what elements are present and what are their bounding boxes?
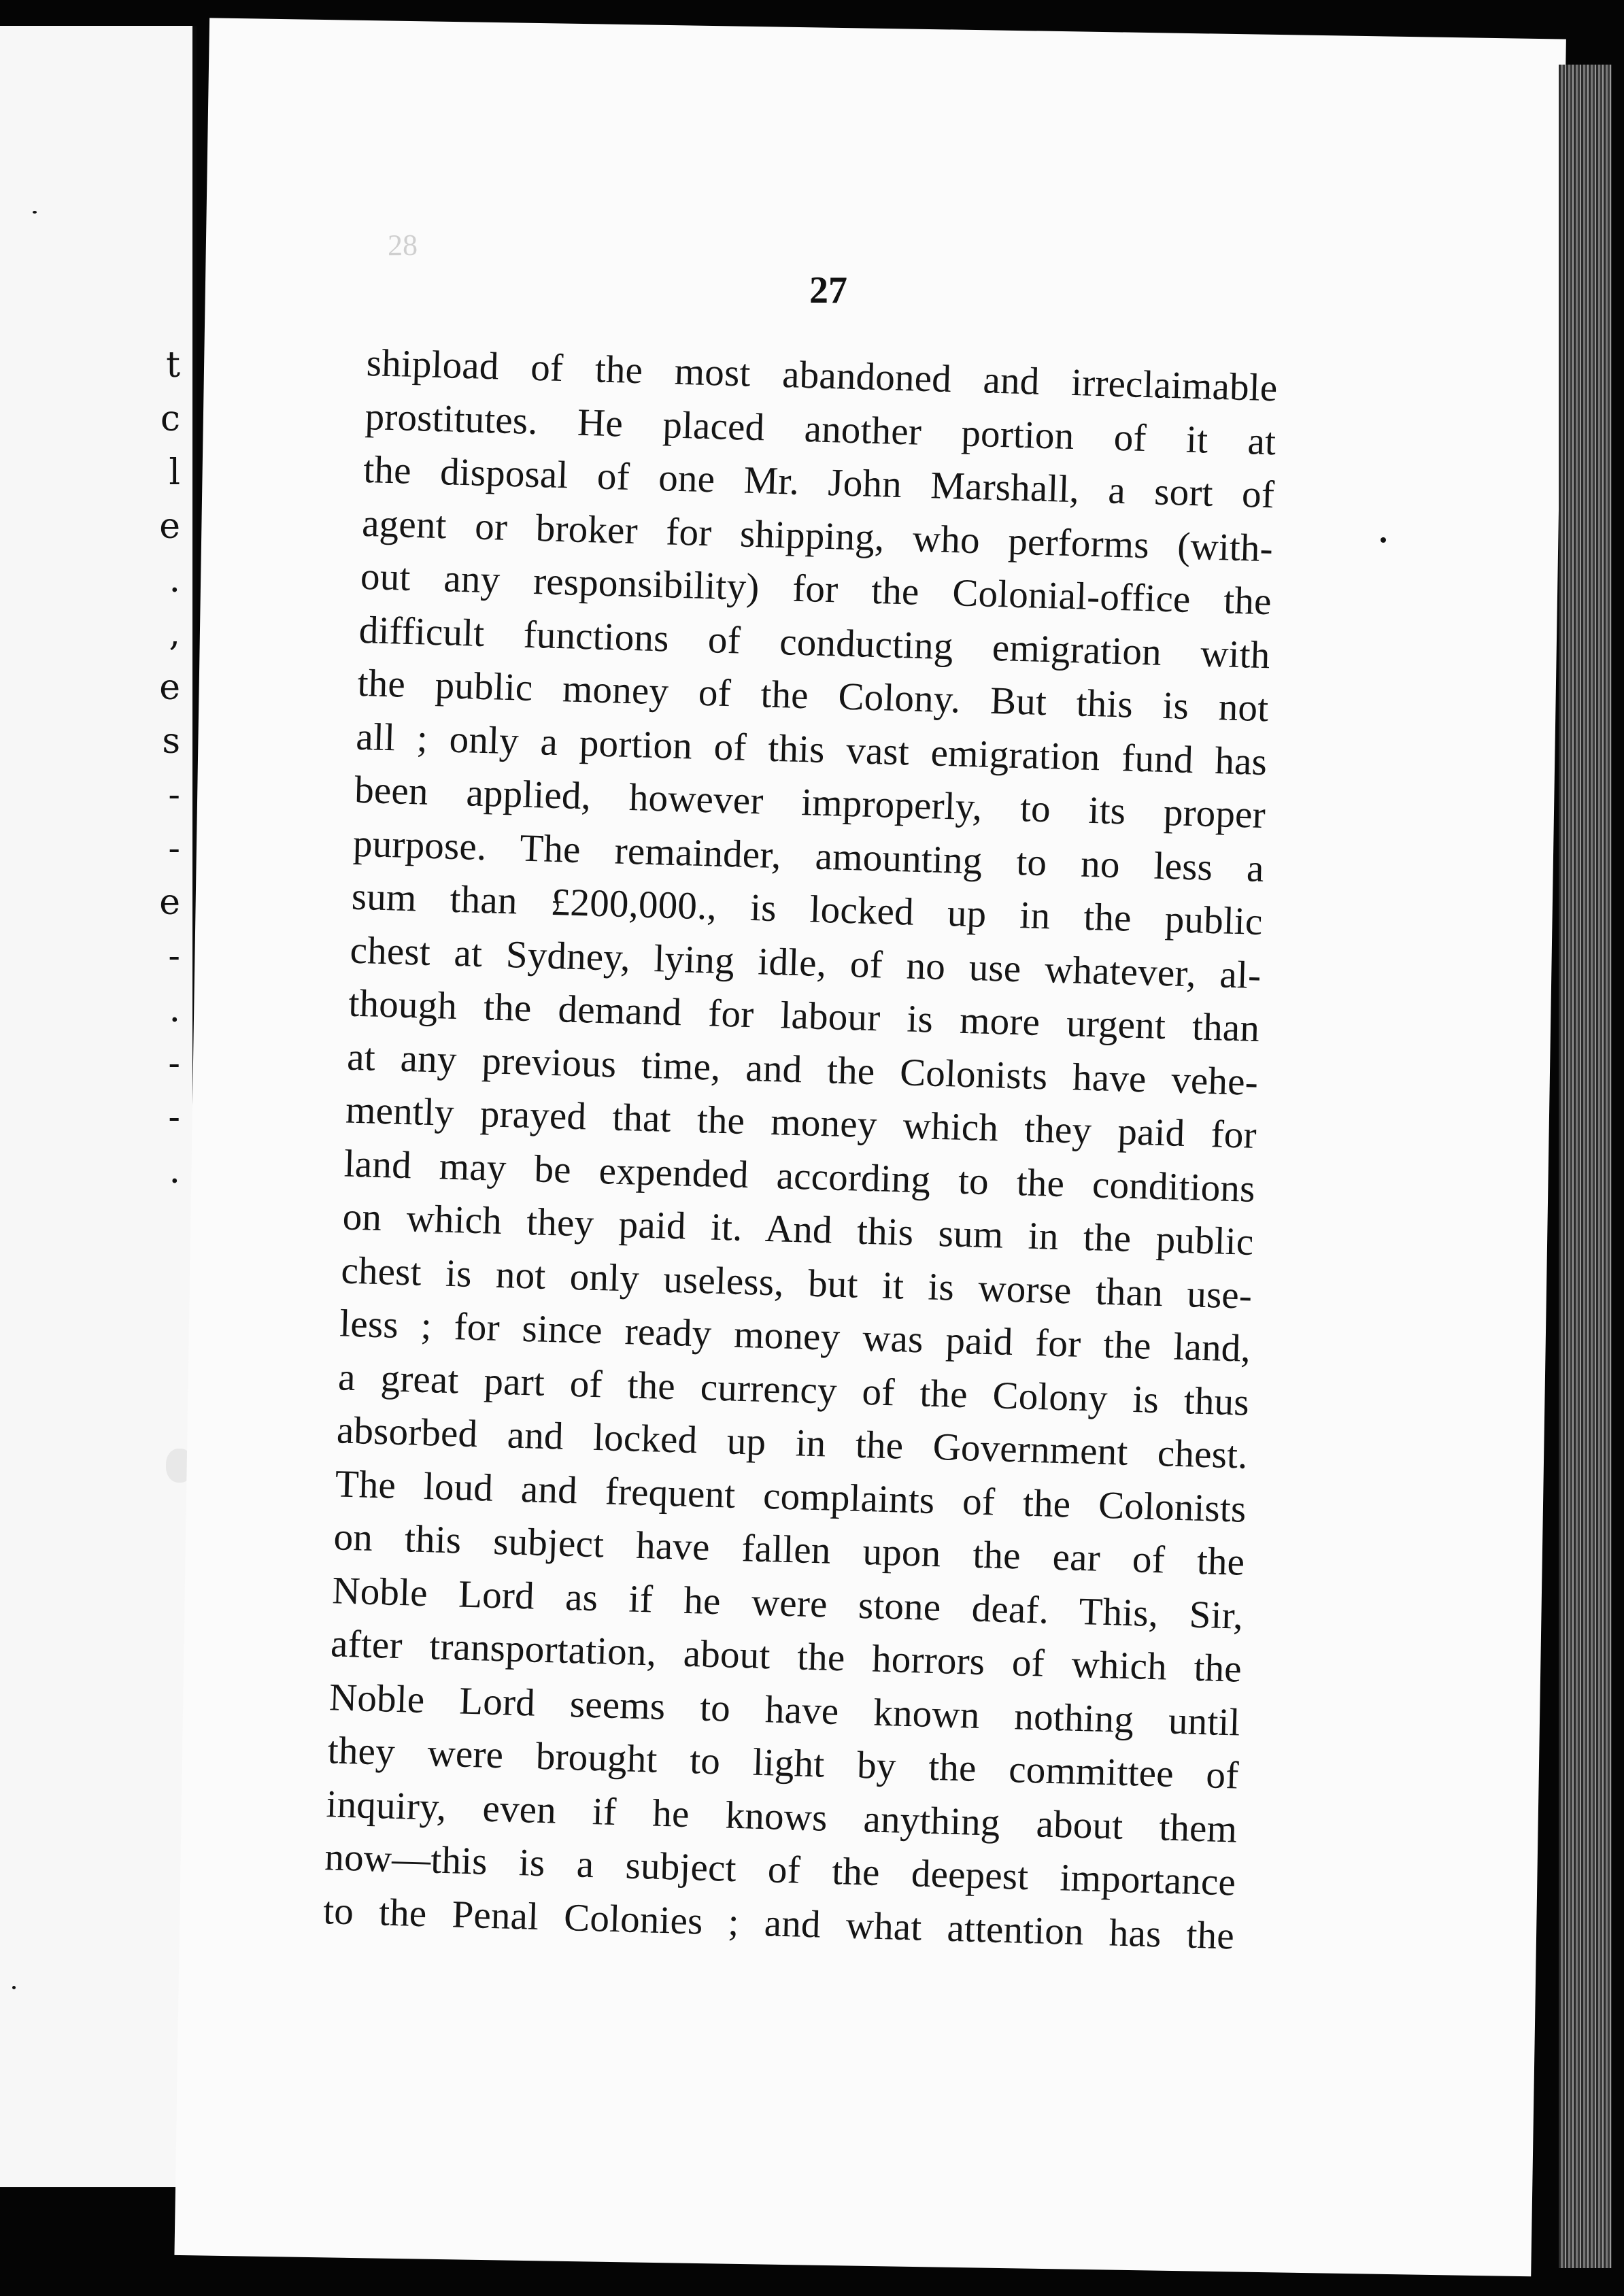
text-line: on which they paid it. And this sum in the public (341, 1195, 1255, 1264)
text-line: prostitutes. He placed another portion of it at (364, 394, 1277, 463)
left-fragment: - (168, 1043, 180, 1084)
text-line: The loud and frequent complaints of the Colonists (335, 1462, 1247, 1531)
text-line: now—this is a subject of the deepest importance (324, 1836, 1236, 1904)
text-line: agent or broker for shipping, who performs (with- (361, 501, 1274, 570)
text-line: less ; for since ready money was paid for the land, (339, 1302, 1251, 1370)
left-fragment: e (159, 882, 180, 923)
left-fragment: c (160, 399, 180, 439)
body-text (322, 337, 1278, 1963)
text-line: been applied, however improperly, to its proper (354, 768, 1266, 837)
dust-speck (12, 1986, 16, 1989)
dust-speck (33, 211, 37, 214)
left-fragment: - (168, 828, 180, 869)
text-line: inquiry, even if he knows anything about them (325, 1782, 1238, 1851)
text-line: purpose. The remainder, amounting to no less a (352, 822, 1265, 890)
text-line: land may be expended according to the conditions (343, 1142, 1256, 1211)
left-fragment: - (168, 936, 180, 977)
left-fragment: e (159, 667, 180, 708)
text-line: difficult functions of conducting emigration with (358, 608, 1271, 677)
left-fragment: . (169, 990, 180, 1030)
text-line: chest is not only useless, but it is worse than use- (340, 1248, 1253, 1317)
text-line: a great part of the currency of the Colony is thus (337, 1355, 1250, 1424)
text-line: absorbed and locked up in the Government chest. (336, 1408, 1249, 1477)
left-fragment: l (169, 452, 180, 493)
text-line: at any previous time, and the Colonists have vehe- (346, 1035, 1259, 1104)
left-fragment: - (168, 775, 180, 815)
left-fragment: , (169, 613, 180, 654)
left-facing-page (0, 26, 197, 2187)
text-line: on this subject have fallen upon the ear of the (333, 1515, 1246, 1584)
left-fragment: s (162, 721, 180, 762)
text-line: shipload of the most abandoned and irreclaimable (366, 341, 1279, 410)
text-line: though the demand for labour is more urgent than (348, 981, 1260, 1051)
left-fragment: . (169, 1151, 180, 1192)
left-fragment: . (169, 560, 180, 601)
left-page-text-fragments (159, 339, 180, 1198)
left-fragment: - (168, 1097, 180, 1138)
text-line: Noble Lord as if he were stone deaf. This, Sir, (331, 1568, 1244, 1638)
bleed-through-page-number: 28 (387, 228, 418, 263)
text-line: all ; only a portion of this vast emigration fund has (355, 715, 1268, 783)
left-fragment: t (166, 345, 180, 386)
text-line: Noble Lord seems to have known nothing until (328, 1675, 1241, 1744)
text-line: chest at Sydney, lying idle, of no use whatever, al- (349, 928, 1262, 997)
text-line: the disposal of one Mr. John Marshall, a sort of (362, 448, 1275, 517)
page-stack-edge (1559, 65, 1612, 2268)
text-line: mently prayed that the money which they paid for (345, 1088, 1257, 1157)
page-number: 27 (809, 269, 847, 311)
text-line: to the Penal Colonies ; and what attention has the (322, 1889, 1235, 1958)
left-fragment: e (159, 506, 180, 547)
text-line: out any responsibility) for the Colonial-office the (360, 554, 1272, 624)
text-line: the public money of the Colony. But this is not (356, 661, 1270, 730)
text-line: sum than £200,000., is locked up in the public (351, 875, 1264, 944)
text-line: they were brought to light by the committee of (327, 1729, 1240, 1797)
dust-speck (1381, 537, 1386, 543)
text-line: after transportation, about the horrors of which the (330, 1622, 1242, 1691)
